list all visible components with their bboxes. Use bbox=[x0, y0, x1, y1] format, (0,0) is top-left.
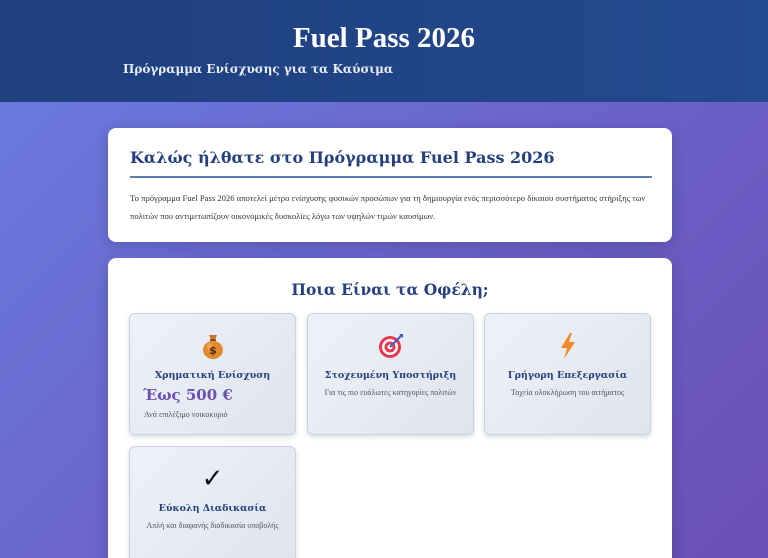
benefit-title: Χρηματική Ενίσχυση bbox=[154, 370, 271, 381]
benefit-title: Στοχευμένη Υποστήριξη bbox=[324, 370, 457, 381]
benefits-heading: Ποια Είναι τα Οφέλη; bbox=[291, 280, 489, 299]
lightning-icon bbox=[485, 332, 650, 366]
benefit-title: Γρήγορη Επεξεργασία bbox=[507, 370, 628, 381]
benefit-description: Απλή και διαφανής διαδικασία υποβολής bbox=[146, 521, 279, 530]
benefit-card-targeted bbox=[307, 313, 474, 435]
benefit-card-fast bbox=[484, 313, 651, 435]
welcome-text: Το πρόγραμμα Fuel Pass 2026 αποτελεί μέτρο ενίσχυσης φυσικών προσώπων για τη δημιουργία ενός περισσότερο δίκαιου συστήματος στήριξης των πολιτών που αντιμετωπίζουν οικονομικές δυσκολίες λόγω των υψηλών τιμών καυσίμων. bbox=[130, 193, 646, 221]
money-bag-icon bbox=[130, 332, 295, 366]
benefit-note: Ανά επιλέξιμο νοικοκυριό bbox=[144, 410, 228, 419]
benefit-card-easy bbox=[129, 446, 296, 558]
site-header bbox=[0, 0, 768, 102]
benefit-title: Εύκολη Διαδικασία bbox=[158, 503, 267, 514]
site-subtitle: Πρόγραμμα Ενίσχυσης για τα Καύσιμα bbox=[123, 62, 394, 76]
benefit-description: Ταχεία ολοκλήρωση του αιτήματος bbox=[510, 388, 625, 397]
site-title: Fuel Pass 2026 bbox=[292, 22, 476, 54]
svg-text:$: $ bbox=[208, 344, 217, 357]
benefits-card bbox=[108, 258, 672, 558]
benefit-description: Για τις πιο ευάλωτες κατηγορίες πολιτών bbox=[324, 388, 457, 397]
checkmark-icon: ✓ bbox=[201, 464, 224, 494]
welcome-heading: Καλώς ήλθατε στο Πρόγραμμα Fuel Pass 2026 bbox=[130, 148, 555, 167]
heading-divider bbox=[130, 176, 652, 178]
target-icon bbox=[308, 332, 473, 366]
benefit-card-financial bbox=[129, 313, 296, 435]
benefit-amount: Έως 500 € bbox=[143, 386, 233, 404]
welcome-card bbox=[108, 128, 672, 242]
